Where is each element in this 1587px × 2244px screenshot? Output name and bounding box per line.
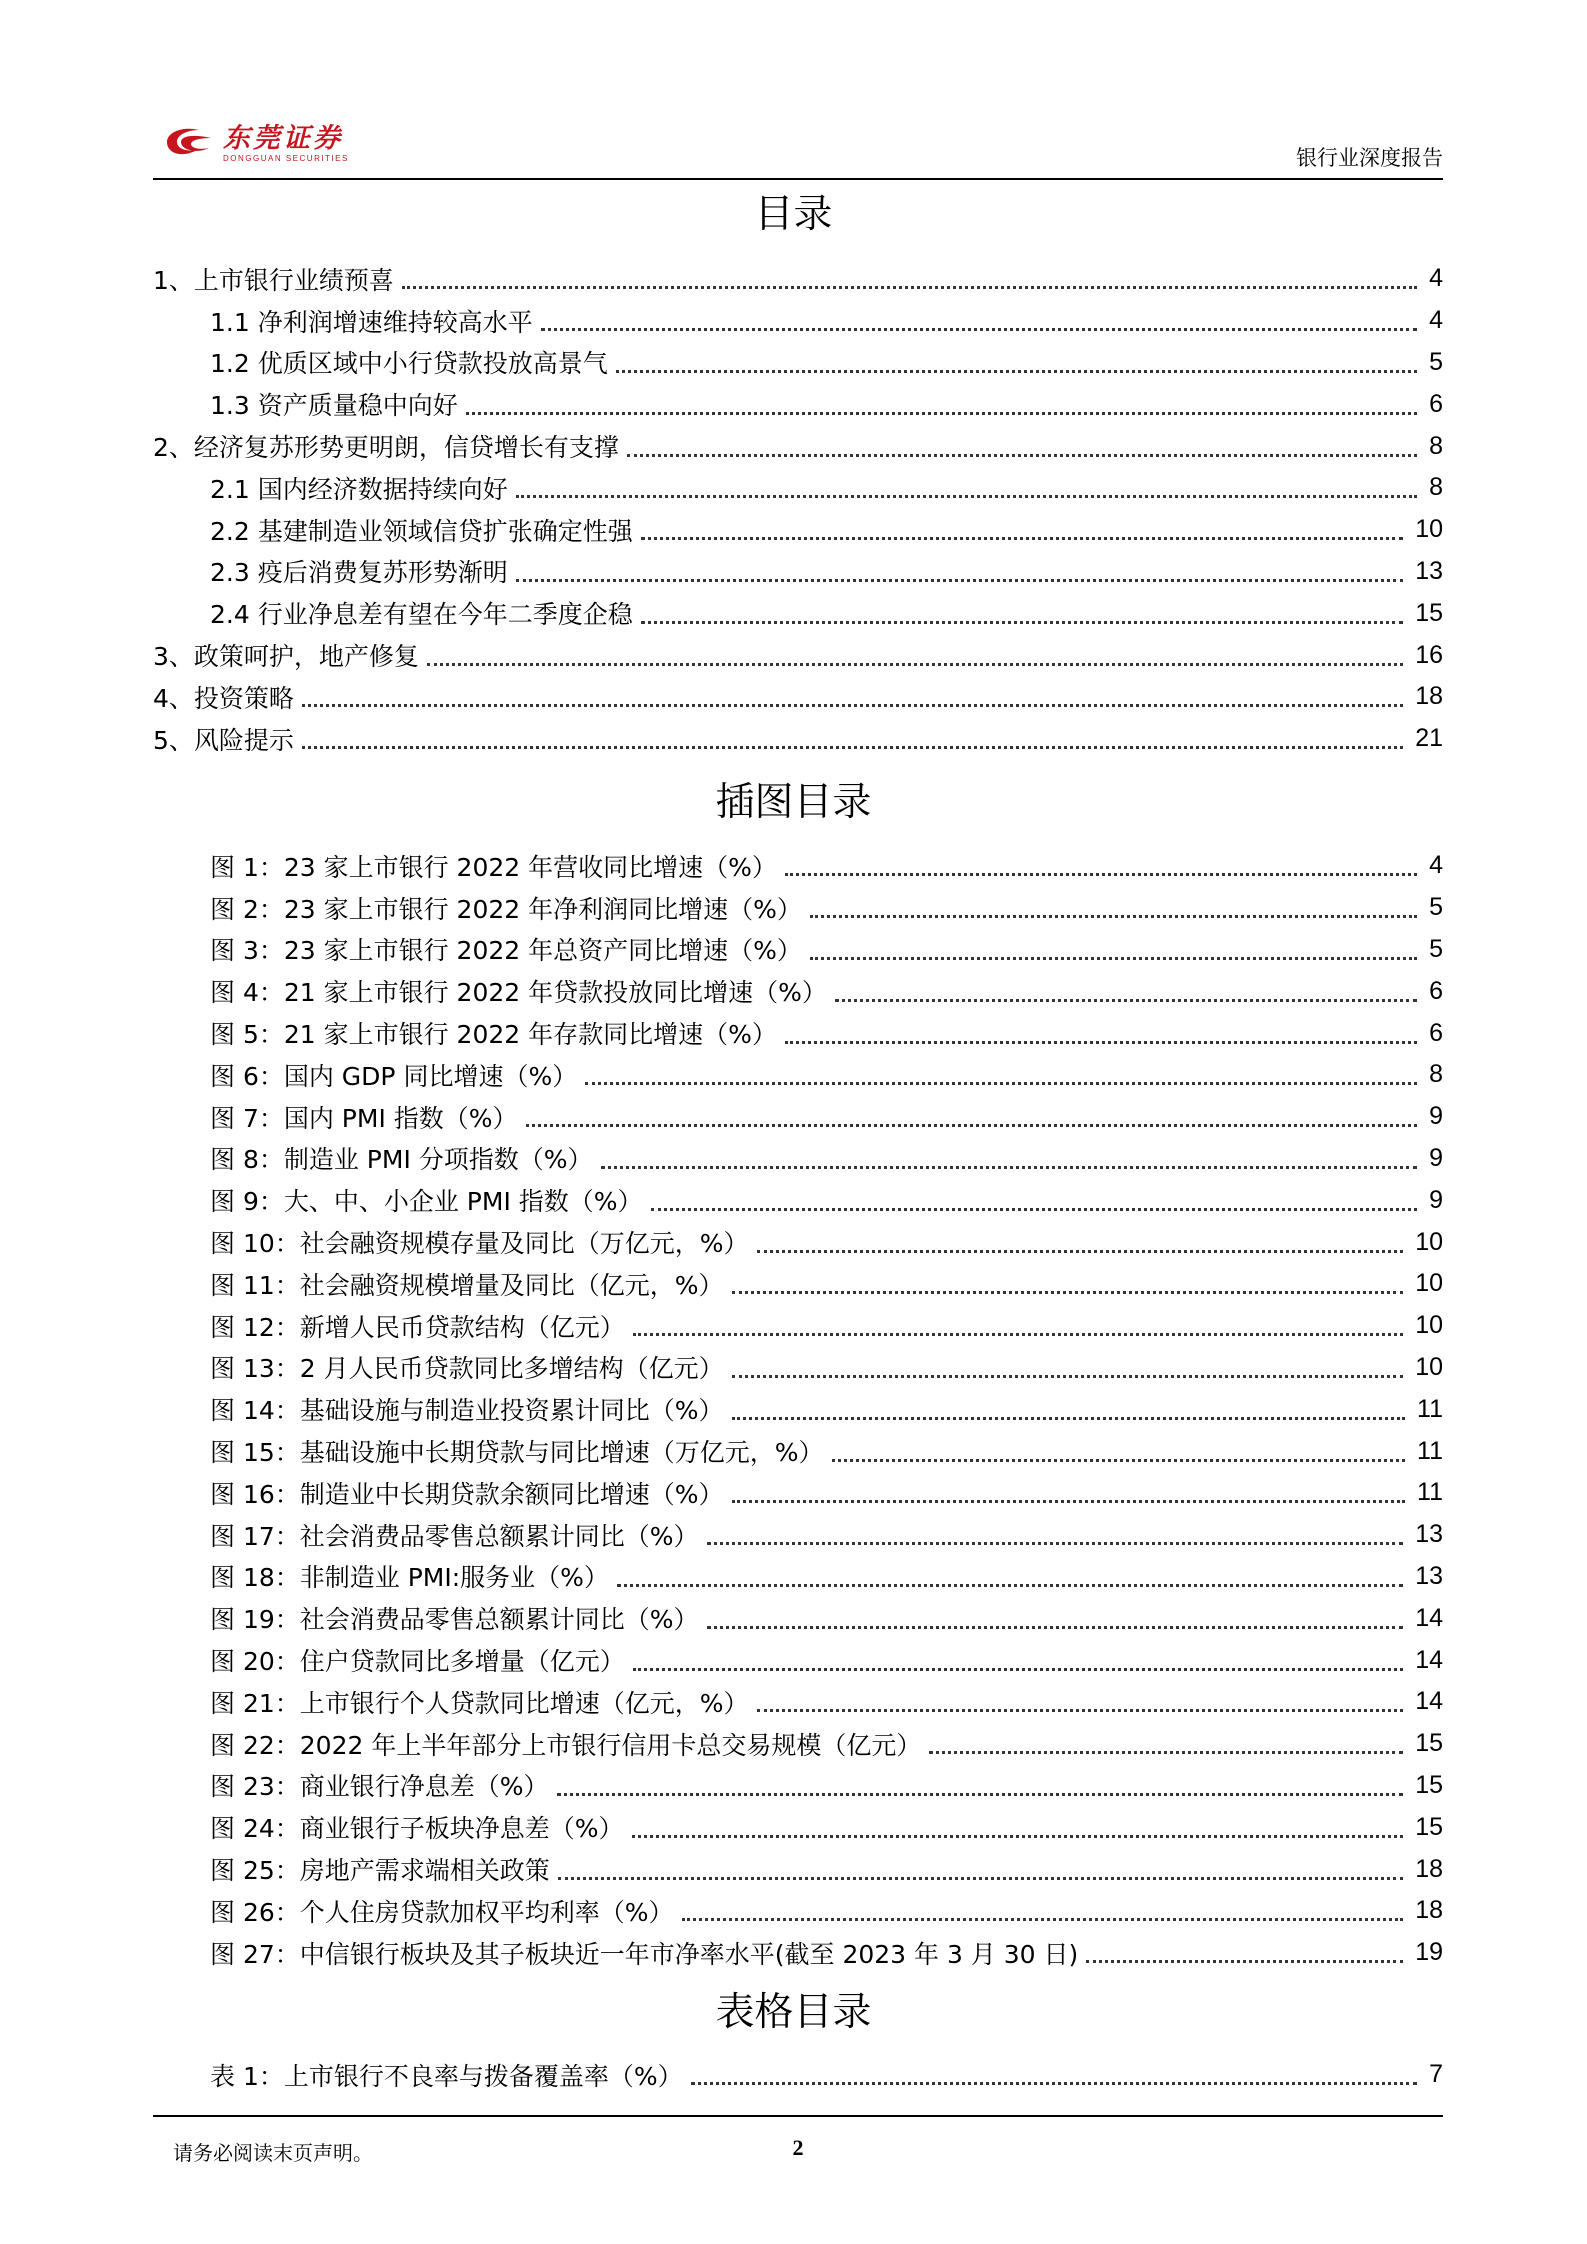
figure-entry[interactable]: 图 15：基础设施中长期贷款与同比增速（万亿元，%） 11 [153, 1430, 1443, 1472]
toc-entry[interactable]: 2.1 国内经济数据持续向好 8 [153, 467, 1443, 509]
figure-entry[interactable]: 图 19：社会消费品零售总额累计同比（%） 14 [153, 1597, 1443, 1639]
report-type: 银行业深度报告 [1296, 146, 1443, 170]
toc-entry[interactable]: 5、风险提示 21 [153, 718, 1443, 760]
toc-entry[interactable]: 1.3 资产质量稳中向好 6 [153, 383, 1443, 425]
figure-entry[interactable]: 图 2：23 家上市银行 2022 年净利润同比增速（%） 5 [153, 887, 1443, 929]
figure-entry[interactable]: 图 14：基础设施与制造业投资累计同比（%） 11 [153, 1388, 1443, 1430]
figure-entry[interactable]: 图 9：大、中、小企业 PMI 指数（%） 9 [153, 1179, 1443, 1221]
figure-list [153, 845, 1443, 1974]
figure-entry[interactable]: 图 7：国内 PMI 指数（%） 9 [153, 1096, 1443, 1138]
figure-entry[interactable]: 图 8：制造业 PMI 分项指数（%） 9 [153, 1138, 1443, 1180]
figure-entry[interactable]: 图 17：社会消费品零售总额累计同比（%） 13 [153, 1514, 1443, 1556]
figure-entry[interactable]: 图 20：住户贷款同比多增量（亿元） 14 [153, 1639, 1443, 1681]
figure-entry[interactable]: 图 27：中信银行板块及其子板块近一年市净率水平(截至 2023 年 3 月 30 日) 19 [153, 1932, 1443, 1974]
figure-entry[interactable]: 图 23：商业银行净息差（%） 15 [153, 1765, 1443, 1807]
logo-chinese-name: 东莞证券 [223, 123, 343, 154]
toc-entry[interactable]: 3、政策呵护，地产修复 16 [153, 634, 1443, 676]
figure-entry[interactable]: 图 12：新增人民币贷款结构（亿元） 10 [153, 1305, 1443, 1347]
toc-entry[interactable]: 1.2 优质区域中小行贷款投放高景气 5 [153, 342, 1443, 384]
toc-entry[interactable]: 1、上市银行业绩预喜 4 [153, 258, 1443, 300]
table-list [153, 2054, 1443, 2096]
figure-entry[interactable]: 图 22：2022 年上半年部分上市银行信用卡总交易规模（亿元） 15 [153, 1723, 1443, 1765]
company-logo [163, 118, 349, 170]
figure-entry[interactable]: 图 13：2 月人民币贷款同比多增结构（亿元） 10 [153, 1347, 1443, 1389]
toc-entry[interactable]: 2.4 行业净息差有望在今年二季度企稳 15 [153, 592, 1443, 634]
logo-english-name: DONGGUAN SECURITIES [223, 154, 349, 163]
toc-entry[interactable]: 2、经济复苏形势更明朗，信贷增长有支撑 8 [153, 425, 1443, 467]
figure-entry[interactable]: 图 6：国内 GDP 同比增速（%） 8 [153, 1054, 1443, 1096]
figure-entry[interactable]: 图 26：个人住房贷款加权平均利率（%） 18 [153, 1890, 1443, 1932]
figure-entry[interactable]: 图 5：21 家上市银行 2022 年存款同比增速（%） 6 [153, 1012, 1443, 1054]
table-entry[interactable]: 表 1：上市银行不良率与拨备覆盖率（%） 7 [153, 2054, 1443, 2096]
toc-title: 目录 [754, 192, 833, 237]
figure-entry[interactable]: 图 21：上市银行个人贷款同比增速（亿元，%） 14 [153, 1681, 1443, 1723]
page-header [153, 100, 1443, 180]
toc-list [153, 258, 1443, 760]
toc-entry[interactable]: 4、投资策略 18 [153, 676, 1443, 718]
toc-entry[interactable]: 1.1 净利润增速维持较高水平 4 [153, 300, 1443, 342]
figure-entry[interactable]: 图 3：23 家上市银行 2022 年总资产同比增速（%） 5 [153, 929, 1443, 971]
page-footer [153, 2115, 1443, 2165]
logo-mark-icon [163, 124, 215, 164]
disclaimer-note: 请务必阅读末页声明。 [173, 2141, 373, 2165]
figure-entry[interactable]: 图 24：商业银行子板块净息差（%） 15 [153, 1806, 1443, 1848]
figure-entry[interactable]: 图 16：制造业中长期贷款余额同比增速（%） 11 [153, 1472, 1443, 1514]
toc-entry[interactable]: 2.3 疫后消费复苏形势渐明 13 [153, 551, 1443, 593]
figure-entry[interactable]: 图 18：非制造业 PMI:服务业（%） 13 [153, 1556, 1443, 1598]
figures-title: 插图目录 [715, 780, 872, 825]
page-number: 2 [792, 2135, 804, 2160]
tables-title: 表格目录 [715, 1990, 872, 2035]
figure-entry[interactable]: 图 11：社会融资规模增量及同比（亿元，%） 10 [153, 1263, 1443, 1305]
figure-entry[interactable]: 图 4：21 家上市银行 2022 年贷款投放同比增速（%） 6 [153, 970, 1443, 1012]
figure-entry[interactable]: 图 10：社会融资规模存量及同比（万亿元，%） 10 [153, 1221, 1443, 1263]
figure-entry[interactable]: 图 1：23 家上市银行 2022 年营收同比增速（%） 4 [153, 845, 1443, 887]
figure-entry[interactable]: 图 25：房地产需求端相关政策 18 [153, 1848, 1443, 1890]
toc-entry[interactable]: 2.2 基建制造业领域信贷扩张确定性强 10 [153, 509, 1443, 551]
